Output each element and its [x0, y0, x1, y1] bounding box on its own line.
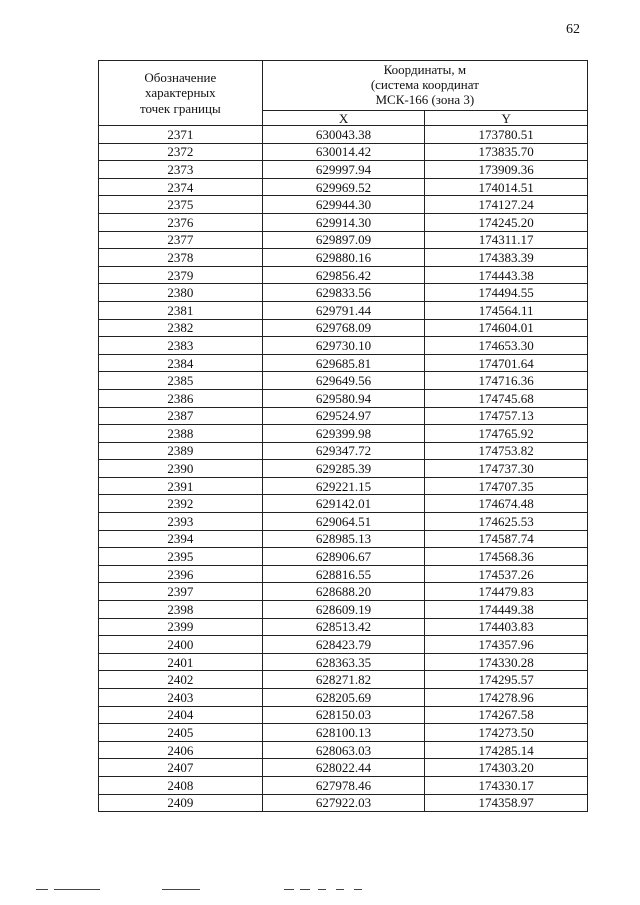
cell-point: 2398: [99, 601, 263, 619]
cell-x: 629649.56: [262, 372, 425, 390]
cell-point: 2384: [99, 354, 263, 372]
cell-x: 628063.03: [262, 741, 425, 759]
cell-y: 174737.30: [425, 460, 588, 478]
cell-point: 2383: [99, 337, 263, 355]
table-row: [99, 231, 588, 249]
cell-x: 629791.44: [262, 301, 425, 319]
cell-y: 174494.55: [425, 284, 588, 302]
cell-x: 628513.42: [262, 618, 425, 636]
table-row: [99, 530, 588, 548]
cell-y: 174383.39: [425, 249, 588, 267]
cell-y: 174564.11: [425, 301, 588, 319]
cell-point: 2391: [99, 477, 263, 495]
table-row: [99, 671, 588, 689]
cell-point: 2385: [99, 372, 263, 390]
table-row: [99, 741, 588, 759]
table-row: [99, 301, 588, 319]
cell-y: 174127.24: [425, 196, 588, 214]
cell-x: 628271.82: [262, 671, 425, 689]
header-point-line: точек границы: [139, 100, 221, 116]
cell-x: 629285.39: [262, 460, 425, 478]
table-row: [99, 477, 588, 495]
cell-point: 2376: [99, 213, 263, 231]
table-row: [99, 213, 588, 231]
cell-y: 174285.14: [425, 741, 588, 759]
table-row: [99, 178, 588, 196]
cell-x: 629914.30: [262, 213, 425, 231]
table-row: [99, 389, 588, 407]
table-row: [99, 513, 588, 531]
cell-x: 628985.13: [262, 530, 425, 548]
cell-point: 2409: [99, 794, 263, 812]
cell-y: 174604.01: [425, 319, 588, 337]
cell-x: 629730.10: [262, 337, 425, 355]
cell-x: 629524.97: [262, 407, 425, 425]
cell-y: 174403.83: [425, 618, 588, 636]
cell-point: 2406: [99, 741, 263, 759]
cell-y: 174273.50: [425, 724, 588, 742]
cell-x: 628609.19: [262, 601, 425, 619]
header-coords-line: (система координат: [370, 77, 479, 93]
cell-x: 629768.09: [262, 319, 425, 337]
cell-point: 2397: [99, 583, 263, 601]
header-y: Y: [425, 111, 588, 126]
cell-point: 2377: [99, 231, 263, 249]
table-row: [99, 618, 588, 636]
table-row: [99, 548, 588, 566]
cell-point: 2401: [99, 653, 263, 671]
cell-point: 2380: [99, 284, 263, 302]
cell-x: 628100.13: [262, 724, 425, 742]
table-row: [99, 794, 588, 812]
cell-point: 2386: [99, 389, 263, 407]
table-row: [99, 724, 588, 742]
cell-y: 174707.35: [425, 477, 588, 495]
cell-point: 2374: [99, 178, 263, 196]
cell-y: 174753.82: [425, 442, 588, 460]
cell-y: 174587.74: [425, 530, 588, 548]
cell-y: 174765.92: [425, 425, 588, 443]
table-row: [99, 249, 588, 267]
cell-point: 2407: [99, 759, 263, 777]
cell-point: 2402: [99, 671, 263, 689]
cell-point: 2375: [99, 196, 263, 214]
cell-x: 628816.55: [262, 565, 425, 583]
cell-point: 2387: [99, 407, 263, 425]
table-row: [99, 495, 588, 513]
cell-x: 628150.03: [262, 706, 425, 724]
cell-x: 629897.09: [262, 231, 425, 249]
cell-point: 2394: [99, 530, 263, 548]
cell-y: 174701.64: [425, 354, 588, 372]
cell-point: 2395: [99, 548, 263, 566]
cell-y: 174568.36: [425, 548, 588, 566]
table-row: [99, 126, 588, 144]
cell-y: 174303.20: [425, 759, 588, 777]
cell-point: 2403: [99, 689, 263, 707]
cell-x: 629997.94: [262, 161, 425, 179]
cell-y: 174357.96: [425, 636, 588, 654]
cell-y: 173835.70: [425, 143, 588, 161]
cell-point: 2393: [99, 513, 263, 531]
cell-point: 2372: [99, 143, 263, 161]
table-row: [99, 636, 588, 654]
table-row: [99, 442, 588, 460]
cell-point: 2396: [99, 565, 263, 583]
cell-point: 2390: [99, 460, 263, 478]
cell-x: 627978.46: [262, 776, 425, 794]
cell-point: 2373: [99, 161, 263, 179]
cell-x: 628906.67: [262, 548, 425, 566]
cell-y: 174278.96: [425, 689, 588, 707]
cell-point: 2379: [99, 266, 263, 284]
cell-x: 630043.38: [262, 126, 425, 144]
cell-x: 628022.44: [262, 759, 425, 777]
cell-point: 2405: [99, 724, 263, 742]
cell-y: 174757.13: [425, 407, 588, 425]
cell-x: 629399.98: [262, 425, 425, 443]
cell-x: 629347.72: [262, 442, 425, 460]
header-coordinates-group: [262, 61, 587, 111]
cell-y: 174537.26: [425, 565, 588, 583]
cell-x: 629064.51: [262, 513, 425, 531]
cell-x: 629142.01: [262, 495, 425, 513]
table-row: [99, 601, 588, 619]
header-x: X: [262, 111, 425, 126]
table-header: [99, 61, 588, 126]
table-row: [99, 354, 588, 372]
cell-x: 627922.03: [262, 794, 425, 812]
table-row: [99, 143, 588, 161]
cell-point: 2382: [99, 319, 263, 337]
header-point-line: Обозначение: [144, 69, 217, 85]
cell-y: 174745.68: [425, 389, 588, 407]
cell-point: 2371: [99, 126, 263, 144]
cell-x: 629969.52: [262, 178, 425, 196]
table-row: [99, 196, 588, 214]
header-coords-line: Координаты, м: [383, 62, 467, 78]
table-row: [99, 266, 588, 284]
cell-y: 174443.38: [425, 266, 588, 284]
cell-y: 174479.83: [425, 583, 588, 601]
table-row: [99, 425, 588, 443]
table-row: [99, 706, 588, 724]
cell-y: 173909.36: [425, 161, 588, 179]
cell-x: 628688.20: [262, 583, 425, 601]
header-point-line: характерных: [145, 85, 216, 101]
table-row: [99, 407, 588, 425]
cell-y: 174014.51: [425, 178, 588, 196]
cell-y: 174674.48: [425, 495, 588, 513]
table-row: [99, 653, 588, 671]
cell-x: 629856.42: [262, 266, 425, 284]
footer-scan-marks: [36, 889, 396, 893]
cell-point: 2392: [99, 495, 263, 513]
table-row: [99, 759, 588, 777]
cell-x: 629580.94: [262, 389, 425, 407]
cell-point: 2388: [99, 425, 263, 443]
coordinates-table: [98, 60, 588, 812]
cell-point: 2381: [99, 301, 263, 319]
cell-x: 628423.79: [262, 636, 425, 654]
cell-y: 174295.57: [425, 671, 588, 689]
cell-y: 174358.97: [425, 794, 588, 812]
table-row: [99, 460, 588, 478]
header-point-designation: [99, 61, 263, 126]
cell-x: 629944.30: [262, 196, 425, 214]
table-row: [99, 583, 588, 601]
cell-y: 174716.36: [425, 372, 588, 390]
cell-point: 2378: [99, 249, 263, 267]
table-row: [99, 337, 588, 355]
cell-point: 2400: [99, 636, 263, 654]
cell-y: 174449.38: [425, 601, 588, 619]
cell-y: 174267.58: [425, 706, 588, 724]
table-body: [99, 126, 588, 812]
cell-x: 629880.16: [262, 249, 425, 267]
cell-point: 2404: [99, 706, 263, 724]
table-row: [99, 776, 588, 794]
cell-y: 174625.53: [425, 513, 588, 531]
page-number: 62: [566, 22, 580, 37]
table-row: [99, 565, 588, 583]
cell-y: 174245.20: [425, 213, 588, 231]
cell-y: 174330.17: [425, 776, 588, 794]
table-row: [99, 319, 588, 337]
cell-y: 174330.28: [425, 653, 588, 671]
cell-point: 2399: [99, 618, 263, 636]
cell-x: 628363.35: [262, 653, 425, 671]
cell-y: 174653.30: [425, 337, 588, 355]
cell-x: 630014.42: [262, 143, 425, 161]
cell-x: 629685.81: [262, 354, 425, 372]
cell-x: 629833.56: [262, 284, 425, 302]
table-row: [99, 689, 588, 707]
table-row: [99, 372, 588, 390]
cell-y: 173780.51: [425, 126, 588, 144]
cell-y: 174311.17: [425, 231, 588, 249]
cell-x: 628205.69: [262, 689, 425, 707]
table-row: [99, 284, 588, 302]
table-row: [99, 161, 588, 179]
cell-point: 2408: [99, 776, 263, 794]
header-coords-line: МСК-166 (зона 3): [375, 91, 475, 107]
cell-point: 2389: [99, 442, 263, 460]
cell-x: 629221.15: [262, 477, 425, 495]
